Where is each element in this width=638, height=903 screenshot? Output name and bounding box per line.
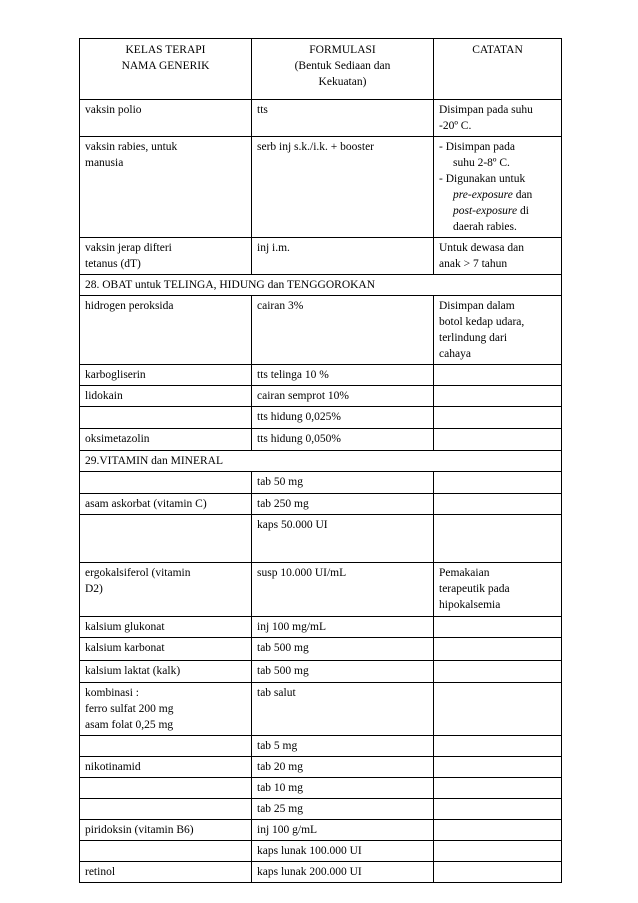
cell-name: piridoksin (vitamin B6) <box>80 820 252 841</box>
table-row <box>80 736 562 757</box>
cell-note <box>434 683 562 736</box>
note-text: di <box>519 205 529 217</box>
cell-name <box>80 778 252 799</box>
name-line: tetanus (dT) <box>85 258 141 270</box>
cell-name <box>80 841 252 862</box>
header-row <box>80 39 562 100</box>
table-row <box>80 407 562 429</box>
note-line: -20º C. <box>439 120 472 132</box>
cell-form: cairan 3% <box>252 296 434 365</box>
name-line: ferro sulfat 200 mg <box>85 703 174 715</box>
cell-form: inj 100 g/mL <box>252 820 434 841</box>
cell-name <box>80 683 252 736</box>
table-row <box>80 778 562 799</box>
note-text: dan <box>515 189 533 201</box>
table-row <box>80 238 562 275</box>
cell-name <box>80 736 252 757</box>
cell-form: tab 250 mg <box>252 494 434 515</box>
cell-note <box>434 661 562 683</box>
name-line: ergokalsiferol (vitamin <box>85 567 191 579</box>
note-line <box>439 187 556 203</box>
cell-note <box>434 862 562 883</box>
cell-name: oksimetazolin <box>80 429 252 451</box>
cell-note <box>434 407 562 429</box>
header-text: FORMULASI <box>309 44 376 56</box>
cell-form: kaps lunak 100.000 UI <box>252 841 434 862</box>
cell-note <box>434 296 562 365</box>
cell-note <box>434 494 562 515</box>
table-row <box>80 799 562 820</box>
cell-note <box>434 563 562 617</box>
cell-name <box>80 472 252 494</box>
cell-note <box>434 100 562 137</box>
note-line: terapeutik pada <box>439 583 510 595</box>
table-row <box>80 386 562 407</box>
name-line: asam folat 0,25 mg <box>85 719 174 731</box>
table-row <box>80 100 562 137</box>
cell-name <box>80 238 252 275</box>
note-line: Untuk dewasa dan <box>439 242 524 254</box>
section-row <box>80 275 562 296</box>
cell-name <box>80 407 252 429</box>
cell-form: inj 100 mg/mL <box>252 617 434 638</box>
table-row <box>80 617 562 638</box>
cell-form: tab 500 mg <box>252 638 434 661</box>
cell-note <box>434 757 562 778</box>
cell-form: tab 5 mg <box>252 736 434 757</box>
note-line: daerah rabies. <box>453 221 517 233</box>
cell-form: tab 10 mg <box>252 778 434 799</box>
section-row <box>80 451 562 472</box>
cell-form: tab salut <box>252 683 434 736</box>
name-line: D2) <box>85 583 103 595</box>
table-row <box>80 137 562 238</box>
table-row <box>80 661 562 683</box>
cell-note <box>434 386 562 407</box>
table-row <box>80 841 562 862</box>
cell-name: asam askorbat (vitamin C) <box>80 494 252 515</box>
cell-note <box>434 515 562 563</box>
note-line: Disimpan pada suhu <box>439 104 533 116</box>
cell-form: tab 50 mg <box>252 472 434 494</box>
note-line <box>439 203 556 219</box>
table-row <box>80 820 562 841</box>
header-formulasi <box>252 39 434 100</box>
cell-form: cairan semprot 10% <box>252 386 434 407</box>
table-row <box>80 638 562 661</box>
cell-form: tts hidung 0,025% <box>252 407 434 429</box>
cell-name <box>80 799 252 820</box>
note-italic: pre-exposure <box>453 189 513 201</box>
note-line: terlindung dari <box>439 332 508 344</box>
header-text: NAMA GENERIK <box>121 60 210 72</box>
cell-name <box>80 563 252 617</box>
note-line: - Digunakan untuk <box>439 173 526 185</box>
header-text: (Bentuk Sediaan dan <box>294 60 391 72</box>
name-line: vaksin jerap difteri <box>85 242 172 254</box>
table-row <box>80 494 562 515</box>
table-row <box>80 683 562 736</box>
drug-formulary-table <box>79 38 562 883</box>
header-text: Kekuatan) <box>318 76 367 88</box>
note-line: cahaya <box>439 348 471 360</box>
cell-form: kaps 50.000 UI <box>252 515 434 563</box>
header-text: CATATAN <box>472 44 523 56</box>
cell-form: tts hidung 0,050% <box>252 429 434 451</box>
cell-note <box>434 820 562 841</box>
header-catatan <box>434 39 562 100</box>
cell-note <box>434 799 562 820</box>
cell-note <box>434 736 562 757</box>
table-row <box>80 757 562 778</box>
header-text: KELAS TERAPI <box>125 44 206 56</box>
cell-name: retinol <box>80 862 252 883</box>
cell-name: kalsium laktat (kalk) <box>80 661 252 683</box>
table-row <box>80 296 562 365</box>
cell-note <box>434 841 562 862</box>
note-line: anak > 7 tahun <box>439 258 508 270</box>
note-line: Pemakaian <box>439 567 490 579</box>
cell-form: tab 500 mg <box>252 661 434 683</box>
header-kelas-terapi <box>80 39 252 100</box>
cell-form: tab 25 mg <box>252 799 434 820</box>
note-line: Disimpan dalam <box>439 300 515 312</box>
cell-name: lidokain <box>80 386 252 407</box>
table-row <box>80 365 562 386</box>
table-row <box>80 472 562 494</box>
cell-note <box>434 429 562 451</box>
table-row <box>80 429 562 451</box>
cell-form: inj i.m. <box>252 238 434 275</box>
cell-form: serb inj s.k./i.k. + booster <box>252 137 434 238</box>
note-italic: post-exposure <box>453 205 518 217</box>
cell-name: hidrogen peroksida <box>80 296 252 365</box>
cell-name: vaksin polio <box>80 100 252 137</box>
cell-note <box>434 617 562 638</box>
cell-form: kaps lunak 200.000 UI <box>252 862 434 883</box>
cell-name <box>80 515 252 563</box>
cell-name: kalsium glukonat <box>80 617 252 638</box>
section-title: 29.VITAMIN dan MINERAL <box>80 451 562 472</box>
cell-note <box>434 778 562 799</box>
note-line: botol kedap udara, <box>439 316 525 328</box>
cell-note <box>434 365 562 386</box>
cell-note <box>434 137 562 238</box>
cell-name <box>80 137 252 238</box>
cell-form: tts <box>252 100 434 137</box>
cell-name: karbogliserin <box>80 365 252 386</box>
table-row <box>80 862 562 883</box>
cell-form: tab 20 mg <box>252 757 434 778</box>
cell-name: nikotinamid <box>80 757 252 778</box>
note-line: - Disimpan pada <box>439 141 516 153</box>
cell-note <box>434 638 562 661</box>
cell-form: susp 10.000 UI/mL <box>252 563 434 617</box>
name-line: kombinasi : <box>85 687 139 699</box>
table-row <box>80 515 562 563</box>
section-title: 28. OBAT untuk TELINGA, HIDUNG dan TENGGOROKAN <box>80 275 562 296</box>
note-line: suhu 2-8º C. <box>453 157 510 169</box>
cell-form: tts telinga 10 % <box>252 365 434 386</box>
cell-note <box>434 472 562 494</box>
table-row <box>80 563 562 617</box>
cell-name: kalsium karbonat <box>80 638 252 661</box>
note-line: hipokalsemia <box>439 599 501 611</box>
name-line: manusia <box>85 157 124 169</box>
name-line: vaksin rabies, untuk <box>85 141 178 153</box>
cell-note <box>434 238 562 275</box>
